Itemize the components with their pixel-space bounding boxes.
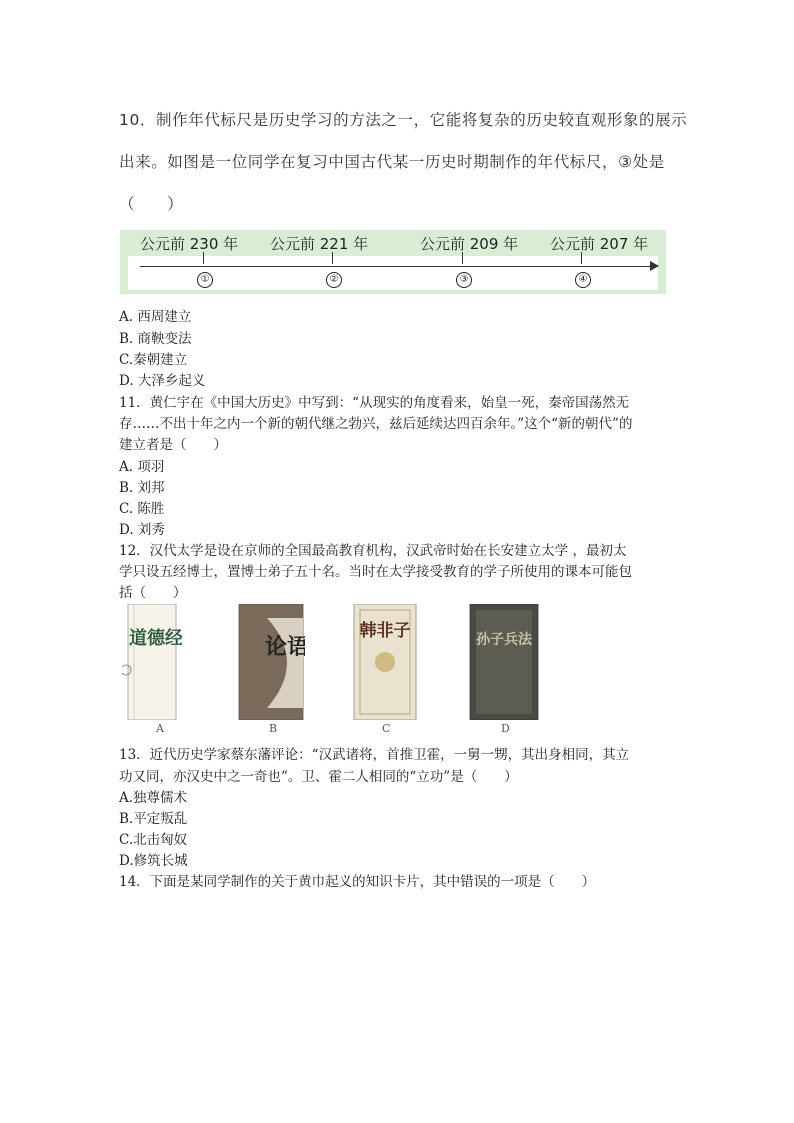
timeline-mark-1: ①	[197, 272, 213, 288]
q12-stem-line3: 括（ ）	[119, 585, 187, 601]
book-images-panel	[120, 600, 550, 742]
q13-option-d: D.修筑长城	[119, 853, 188, 869]
q10-option-a: A. 西周建立	[119, 309, 192, 325]
q11-stem-line3: 建立者是（ ）	[119, 437, 227, 453]
timeline-mark-2: ②	[326, 272, 342, 288]
timeline-year-4: 公元前 207 年	[550, 235, 649, 253]
book-a-illustration	[122, 604, 182, 720]
book-b-cover	[237, 604, 305, 720]
timeline-tick-1	[203, 252, 204, 264]
timeline-year-2: 公元前 221 年	[270, 235, 369, 253]
timeline-arrowhead-icon	[650, 261, 659, 271]
q10-option-d: D. 大泽乡起义	[119, 373, 206, 389]
book-c-cover	[352, 604, 418, 720]
q10-option-b: B. 商鞅变法	[119, 331, 192, 347]
timeline-ruler	[120, 230, 666, 294]
book-a-label: A	[156, 722, 164, 735]
q12-stem-line1: 12．汉代太学是设在京师的全国最高教育机构，汉武帝时始在长安建立太学 ，最初太	[119, 543, 627, 559]
book-a-title: 道德经	[129, 628, 182, 649]
book-c-illustration	[352, 604, 418, 720]
timeline-tick-4	[581, 252, 582, 264]
book-a-cover	[122, 604, 182, 720]
timeline-tick-2	[332, 252, 333, 264]
q10-answer-blank: （ ）	[119, 195, 184, 213]
q11-option-a: A. 项羽	[119, 459, 165, 475]
q13-option-c: C.北击匈奴	[119, 832, 188, 848]
book-b-label: B	[269, 722, 278, 735]
q11-option-c: C. 陈胜	[119, 501, 165, 517]
q14-stem-line1: 14．下面是某同学制作的关于黄巾起义的知识卡片，其中错误的一项是（ ）	[119, 874, 596, 890]
q11-option-d: D. 刘秀	[119, 522, 165, 538]
q11-stem-line1: 11．黄仁宇在《中国大历史》中写到：“从现实的角度看来，始皇一死，秦帝国荡然无	[119, 395, 630, 411]
q13-option-a: A.独尊儒术	[119, 790, 188, 806]
timeline-arrow-line	[140, 266, 652, 267]
book-d-cover	[468, 604, 540, 720]
timeline-tick-3	[462, 252, 463, 264]
book-c-label: C	[382, 722, 391, 735]
timeline-year-1: 公元前 230 年	[140, 235, 239, 253]
book-d-illustration	[468, 604, 540, 720]
q13-stem-line1: 13．近代历史学家蔡东藩评论：“汉武诸将，首推卫霍，一舅一甥，其出身相同，其立	[119, 747, 630, 763]
q11-option-b: B. 刘邦	[119, 480, 165, 496]
q13-option-b: B.平定叛乱	[119, 811, 188, 827]
q11-stem-line2: 存……不出十年之内一个新的朝代继之勃兴，兹后延续达四百余年。”这个“新的朝代”的	[119, 416, 633, 432]
q12-stem-line2: 学只设五经博士，置博士弟子五十名。当时在太学接受教育的学子所使用的课本可能包	[119, 564, 632, 580]
book-b-title: 论语	[264, 634, 305, 660]
book-c-title: 韩非子	[359, 621, 411, 641]
book-d-label: D	[501, 722, 510, 735]
book-b-illustration	[237, 604, 305, 720]
timeline-mark-4: ④	[575, 272, 591, 288]
q10-stem-line1: 10．制作年代标尺是历史学习的方法之一，它能将复杂的历史较直观形象的展示	[119, 111, 688, 129]
q10-option-c: C.秦朝建立	[119, 352, 188, 368]
book-d-title: 孙子兵法	[476, 632, 532, 648]
timeline-mark-3: ③	[456, 272, 472, 288]
timeline-year-3: 公元前 209 年	[420, 235, 519, 253]
q10-stem-line2: 出来。如图是一位同学在复习中国古代某一历史时期制作的年代标尺，③处是	[119, 153, 665, 171]
q13-stem-line2: 功又同，亦汉史中之一奇也”。卫、霍二人相同的“立功”是（ ）	[119, 769, 518, 785]
